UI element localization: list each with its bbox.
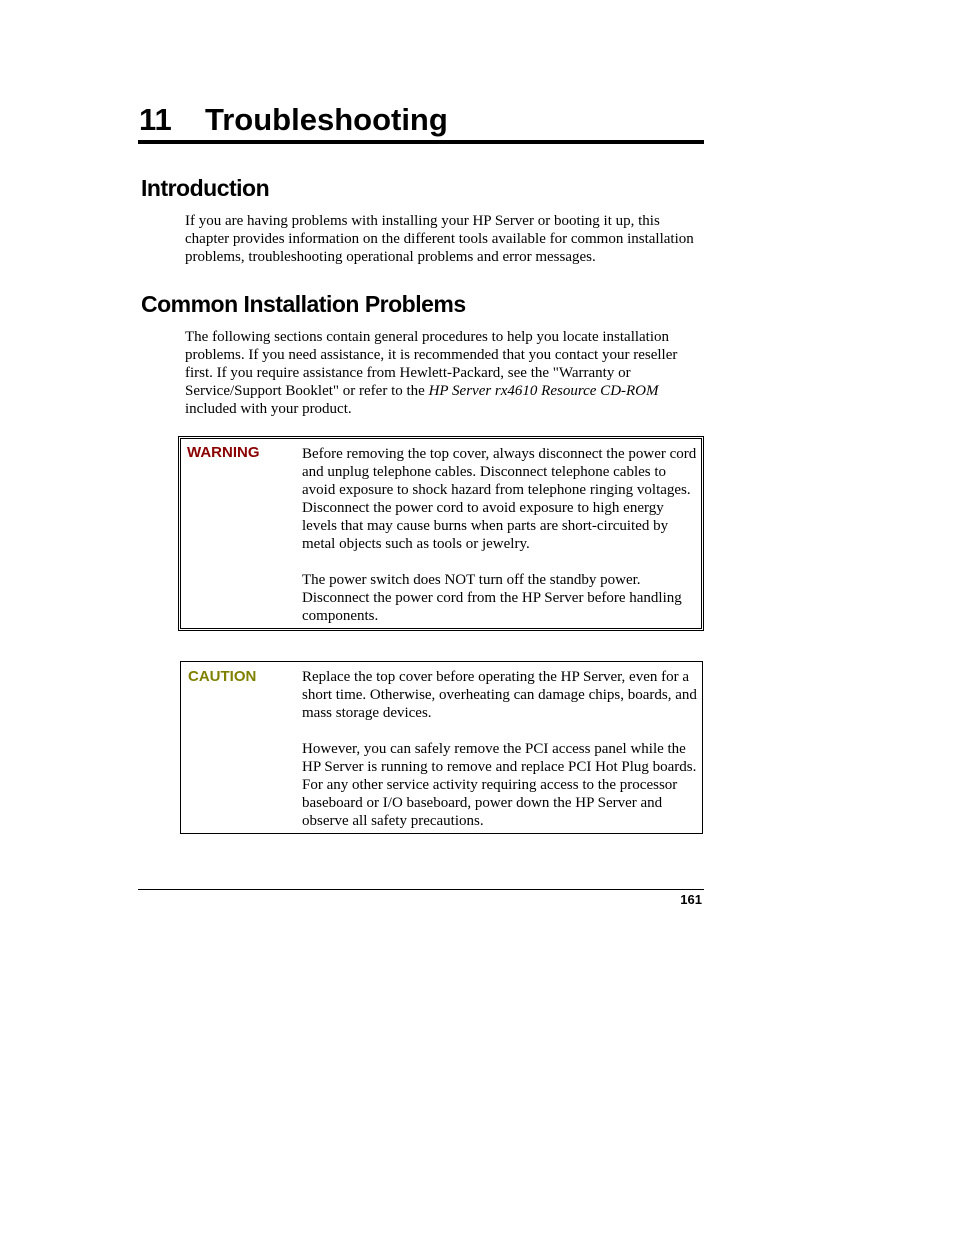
caution-label: CAUTION: [188, 668, 257, 685]
common-installation-problems-paragraph: [185, 328, 700, 418]
chapter-title-text: Troubleshooting: [205, 102, 448, 137]
warning-label: WARNING: [187, 444, 260, 461]
warning-body: [302, 445, 698, 625]
common-problems-text-end: included with your product.: [185, 401, 352, 417]
caution-body: [302, 668, 698, 830]
caution-box: [180, 661, 703, 834]
caution-paragraph-2: However, you can safely remove the PCI access panel while the HP Server is running to remove and replace PCI Hot Plug boards. For any other service activity requiring access to the processor baseboard or I/O baseboard, power down the HP Server and observe all safety precautions.: [302, 741, 697, 829]
chapter-title-rule: [138, 140, 704, 144]
introduction-heading: Introduction: [141, 175, 270, 201]
introduction-paragraph: If you are having problems with installing your HP Server or booting it up, this chapter provides information on the different tools available for common installation problems, troubleshooting operational problems and error messages.: [185, 213, 694, 265]
caution-paragraph-1: Replace the top cover before operating the HP Server, even for a short time. Otherwise, overheating can damage chips, boards, and mass storage devices.: [302, 669, 697, 721]
common-problems-text-start: The following sections contain general procedures to help you locate installation problems. If you need assistance, it is recommended that you contact your reseller first. If you require assistance from Hewlett-Packard, see the "Warranty or Service/Support Booklet" or refer to the: [185, 329, 678, 399]
chapter-title: [139, 100, 448, 140]
warning-box: [178, 436, 704, 631]
page-number: 161: [680, 892, 702, 907]
footer-rule: [138, 889, 704, 890]
warning-paragraph-1: Before removing the top cover, always disconnect the power cord and unplug telephone cables. Disconnect telephone cables to avoid exposure to shock hazard from telephone ringing voltages. Disconnect the power cord to avoid exposure to high energy levels that may cause burns when parts are short-circuited by metal objects such as tools or jewelry.: [302, 446, 697, 552]
warning-paragraph-2: The power switch does NOT turn off the standby power. Disconnect the power cord from the HP Server before handling components.: [302, 572, 682, 624]
resource-cd-title: HP Server rx4610 Resource CD-ROM: [428, 383, 659, 399]
chapter-number: 11: [139, 102, 172, 137]
common-installation-problems-heading: Common Installation Problems: [141, 291, 466, 317]
